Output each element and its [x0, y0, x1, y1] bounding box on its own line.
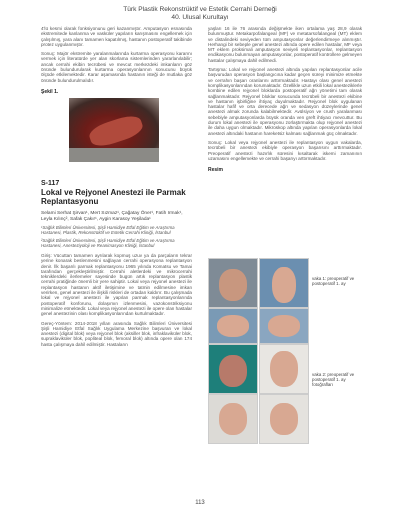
sonuc-paragraph-1: Sonuç: Majör ekstremite yaralanmalarında kurtarma operasyonu kararını vermek için literatürde yer alan skorlama sistemlerinden yararlanılabilir; ancak cerrahi ekibin tecrübesi ve mevcut merkezdeki imkanların göz önünde bulundurularak kurtarma operasyonlarının sonucunu büyük ölçüde etkilemektedir. Karar aşamasında hastanın isteği de mutlaka göz önünde bulundurulmalıdır. — [41, 51, 192, 83]
injured-hand-shape — [87, 112, 145, 150]
case-1-postop-photo — [259, 258, 309, 308]
case-2-postop-photo — [259, 344, 309, 394]
case-1-caption: vaka 1: preoperatif ve postoperatif 1. ay — [312, 276, 355, 287]
right-column — [208, 26, 362, 177]
hand-shape — [219, 269, 247, 301]
left-column — [41, 26, 192, 351]
hand-shape — [270, 351, 298, 387]
intro-paragraph: 4'lü kesmi olarak fonksiyonunu geri kazanmıştır. Amputasyon esnasında ekstremitede kanlanma ve vasküler yapıların karışmasını engellemek için çalışılmış, yara alanı tamamen kapatılmış, hastanın postoperatif takibinde protez uygulanmıştır. — [41, 26, 192, 47]
page-number: 113 — [195, 500, 205, 506]
hand-shape — [219, 355, 247, 387]
hand-shape — [268, 315, 300, 337]
hand-shape — [270, 403, 298, 435]
hand-shape — [272, 267, 296, 303]
session-number: S-117 — [41, 179, 60, 187]
affiliation-1: ¹Sağlık Bilimleri Üniversitesi, Şişli Hamidiye Etfal Eğitim ve Araştırma Hastanesi, Plastik, Rekonstrüktif ve Estetik Cerrahi Kliniği, İstanbul — [41, 225, 175, 236]
page-header — [0, 6, 400, 22]
case-2-preop-photo — [208, 344, 258, 394]
case-1-postop-photo-2 — [208, 308, 258, 344]
affiliation-2: ²Sağlık Bilimleri Üniversitesi, Şişli Hamidiye Etfal Eğitim ve Araştırma Hastanesi, Anesteziyoloji ve Reanimasyon Kliniği, İstanbul — [41, 237, 175, 248]
abstract-title: Lokal ve Rejyonel Anestezi ile Parmak Replantasyonu — [41, 187, 186, 206]
hand-shape — [217, 315, 249, 337]
giris-paragraph: Giriş: Vücuttan tamamen ayrılarak kopmuş uzuv ya da parçaların tekrar yerine konarak beslenmesini sağlayan cerrahi operasyona replantasyon denir. İlk başarılı parmak replantasyonu 1965 yılında Komatsu ve Tamai tarafından gerçekleştirilmiştir. Cerrahi aletlerdeki ve mikrocerrahi tekniklerdeki ilerlemeler sayesinde bugün artık replantasyon plastik cerrahi pratiğinde önemli bir yere sahiptir. Lokal veya rejyonel anestezi ile replantasyon hastanın aktif iletişimine ve tatmin edilmesine imkan verirken, genel anestezi ile ilişkili riskleri de ortadan kaldırır. Bu çalışmada lokal ve rejyonel anestezi ile yapılan parmak replantasyonlarında postoperatif konforunu, dolaşımın izlenmesini, vazokonstriksiyonu minimalize etmektedir. Lokal veya rejyonel anestezi ile opere olan hastalar genel anestezinin olası komplikasyonlarından kurtulmaktadır. — [41, 252, 192, 317]
case-2-postop-photo-3 — [259, 394, 309, 444]
surgical-drape-shape — [69, 148, 159, 162]
header-line-1: Türk Plastik Rekonstrüktif ve Estetik Cerrahi Derneği — [123, 6, 277, 13]
case-1-postop-photo-3 — [259, 308, 309, 344]
tartisma-paragraph: Tartışma: Lokal ve rejyonel anestezi altında yapılan replantasyonlar acile başvurudan operasyon başlangıcına kadar geçen süreyi minimize etmekte ve cerrahın başarı oranlarını arttırmaktadır. Hastayı olası genel anestezi komplikasyonlarından korumaktadır. Özellikle uzun etkili lokal anesteziklerle kombine edilen rejyonel bloklarda postoperatif ağrı yönetimi tam olarak sağlanmaktadır. Rejyonel bloklar sonucunda tecrübeli bir anestezi ekibine ve hastanın işbirliğine ihtiyaç duyulmaktadır. Rejyonel blok uygulanan hastalar hafif ve orta derecede ağrı ve sedasyon düzeylerinde genel anestezi almak zorunda kalabilmektedir. Avülsiyon ve crush yaralanması sebebiyle amputasyonlarda büyük oranda ven greft ihtiyacı mevcuttur. Bu durum lokal anestezi ile operasyonu zorlaştırmakta olup rejyonel anestezi ile daha uygun olmaktadır. Mikroskop altında yapılan operasyonlarda lokal anestezi altındaki hastanın hareketsiz kalması sağlanmak güç olmaktadır. — [208, 67, 362, 136]
figure-1-photo — [69, 98, 159, 162]
case-2-caption: vaka 2: preoperatif ve postoperatif 1. ay fotoğrafları — [312, 372, 355, 388]
hand-shape — [219, 403, 247, 435]
sonuc-paragraph-2: Sonuç: Lokal veya rejyonel anestezi ile replantasyon uygun vakalarda, tecrübeli bir anestezi ekibiyle operasyon başarısını arttırmaktadır. Preoperatif anestezi hazırlık süresini kısaltarak iskemi zamanının uzamasını engellemekte ve cerrahi başarıyı arttırmaktadır. — [208, 139, 362, 161]
bulgular-paragraph: yaşları 16 ile 76 arasında değişmekte iken ortalama yaş 28,9 olarak bulunmuştur. Metakarpofalangeal (MF) ve metatarsofalangeal (MT) eklem ve distalindeki seviyeden tüm amputasyonlar değerlendirmeye alınmıştır. Herhangi bir sebeple genel anestezi altında opere edilen hastalar, MF veya MT eklem proksimali amputasyon seviyeli replantasyonlar, replantasyon endikasyonu bulunmayan amputasyonlar, postoperatif kontrollere gelmeyen hastalar çalışmaya dahil edilmedi. — [208, 26, 362, 63]
resim-label: Resim — [208, 167, 224, 174]
gerec-yontem-paragraph: Gereç-Yöntem: 2014-2018 yılları arasında Sağlık Bilimleri Üniversitesi Şişli Hamidiye Etfal Sağlık Uygulama Merkezine başvuran ve lokal anestezi (digital blok) veya rejyonel blok (aksiller blok, infraklaviküler blok, supraklaviküler blok, popliteal blok, femoral blok) altında opere olan 174 hasta çalışmaya dahil edilmiştir. Hastaların — [41, 320, 192, 347]
case-2-postop-photo-2 — [208, 394, 258, 444]
case-1-preop-photo — [208, 258, 258, 308]
header-line-2: 40. Ulusal Kurultayı — [171, 14, 229, 21]
figure-1-label: Şekil 1. — [41, 88, 59, 95]
abstract-title-block — [41, 180, 192, 206]
author-list: Selami Serhat Şirvan¹, Mert Sızmaz¹, Çağatay Öner¹, Fatih Irmak¹, Leyla Kılınç², Safak Çakır¹, Aygin Karasoy Yeşilada¹ — [41, 210, 183, 222]
